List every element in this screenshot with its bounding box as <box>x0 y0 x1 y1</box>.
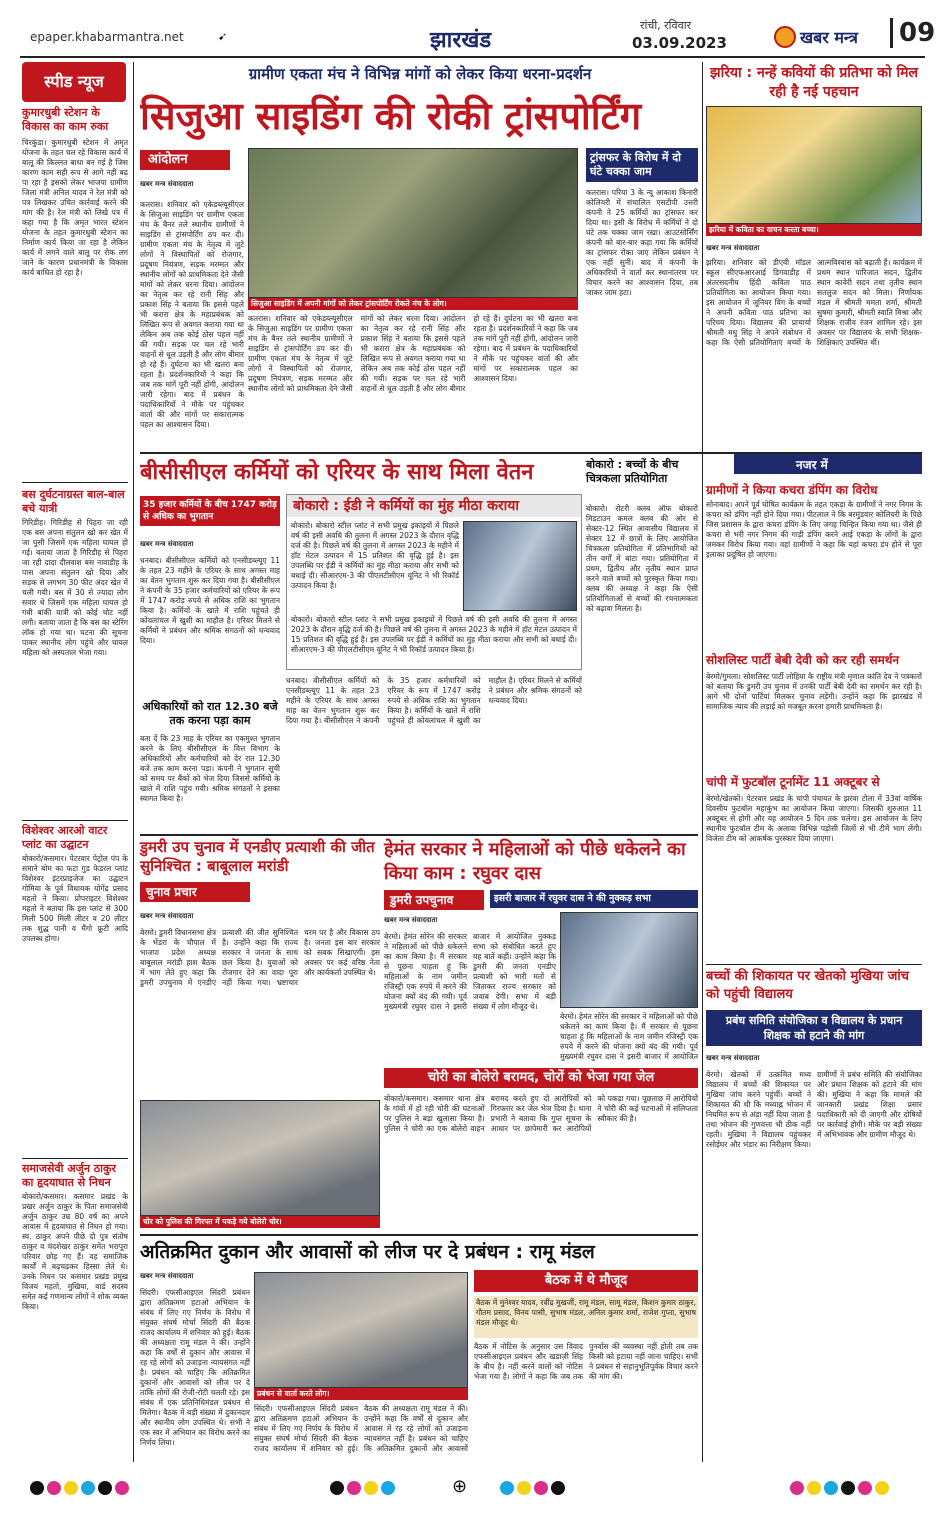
raghubar-tag: डुमरी उपचुनाव <box>384 890 484 910</box>
chor-photo <box>140 1100 380 1216</box>
bokaro-ed-photo <box>463 521 577 611</box>
column-divider <box>702 62 703 1462</box>
jharia-byline: खबर मन्त्र संवाददाता <box>706 244 760 252</box>
bokaro-ed-box <box>286 494 582 670</box>
brand-name: खबर मन्त्र <box>800 28 858 47</box>
vidyalaya-title: बच्चों की शिकायत पर खेतको मुखिया जांच को पहुंची विद्यालय <box>706 969 910 1002</box>
cursor-icon: ➹ <box>218 30 228 43</box>
nazar-label: नजर में <box>796 458 828 472</box>
nazar-body-3: बेरमो/खेतको। पेटरवार प्रखंड के चांपी पंचायत के झरवा टोला में 33वां वार्षिक दिवसीय फुटबॉल महाकुंभ का आयोजन किया जाएगा। जिसकी शुरुआत 11 अक्टूबर से होगी और यह आयोजन 5 दिन तक चलेगा। इस आयोजन के लिए स्थानीय फुटबॉल टीम के अलावा विभिन्न पड़ोसी जिलों से भी टीमें भाग लेंगी। विजेता टीम को आकर्षक पुरस्कार दिया जाएगा। <box>706 794 922 843</box>
bokaro-children <box>586 458 698 830</box>
bccl-headline: बीसीसीएल कर्मियों को एरियर के साथ मिला वेतन <box>140 460 534 485</box>
transfer-body: कतरास। परिया 3 के न्यू आकाश किनारी कोलियरी में संचालित एसटीपी उत्तरी कंपनी ने 25 कर्मियों का ट्रांसफर कर दिया था। इसी के विरोध में कर्मियों ने दो घंटे तक चक्का जाम रखा। आउटसोर्सिंग कंपनी को बार-बार कहा गया कि कर्मियों का ट्रांसफर रोका जाए लेकिन प्रबंधन ने एक नहीं सुनी। बाद में कंपनी के अधिकारियों ने वार्ता कर स्थानांतरण पर विचार करने का आश्वासन दिया, तब जाकर जाम हटा। <box>586 188 698 297</box>
bokaro-ed-body-cont: बोकारो। बोकारो स्टील प्लांट ने सभी प्रमुख इकाइयों में पिछले वर्ष की इसी अवधि की तुलना में अगस्त 2023 के दौरान वृद्धि दर्ज की है। पिछले वर्ष की तुलना में अगस्त 2023 के महीने में हॉट मेटल उत्पादन में 15 प्रतिशत की वृद्धि हुई है। इस उपलब्धि पर ईडी ने कर्मियों का मुंह मीठा कराया और सभी को बधाई दी। सीआरएम-3 की पीएलटीसीएम यूनिट ने भी रिकॉर्ड उत्पादन किया है। <box>291 615 577 654</box>
lead-body-cont: कतरास। शनिवार को एकेडब्ल्यूसीएल के सिजुआ साइडिंग पर ग्रामीण एकता मंच के बैनर तले स्थानीय ग्रामीणों ने साइडिंग से ट्रांसपोर्टिंग ठप कर दी। ग्रामीण एकता मंच के नेतृत्व में जुटे लोगों ने विस्थापितों को रोजगार, प्रदूषण नियंत्रण, सड़क मरम्मत और स्थानीय लोगों को प्राथमिकता देने जैसी मांगों को लेकर धरना दिया। आंदोलन का नेतृत्व कर रहे रानी सिंह और प्रकाश सिंह ने बताया कि इससे पहले भी करारा क्षेत्र के महाप्रबंधक को लिखित रूप से अवगत कराया गया था लेकिन अब तक कोई ठोस पहल नहीं की गयी। सड़क पर चल रहे भारी वाहनों से धूल उड़ती है और लोग बीमार हो रहे हैं। दुर्घटना का भी खतरा बना रहता है। प्रदर्शनकारियों ने कहा कि जब तक मांगें पूरी नहीं होंगी, आंदोलन जारी रहेगा। बाद में प्रबंधन के पदाधिकारियों ने मौके पर पहुंचकर वार्ता की और मांगों पर सकारात्मक पहल का आश्वासन दिया। <box>248 314 578 393</box>
bccl-subhead: अधिकारियों को रात 12.30 बजे तक करना पड़ा काम <box>142 700 278 727</box>
lead-headline: सिजुआ साइडिंग की रोकी ट्रांसपोर्टिंग <box>140 94 642 138</box>
section-title: झारखंड <box>430 28 492 53</box>
registration-marks-center <box>330 1480 398 1499</box>
story-body: बोकारो/कसमार। कसमार प्रखंड के प्रखर अर्जुन ठाकुर के पिता समाजसेवी अर्जुन ठाकुर उम्र 80 वर्ष का अपने आवास में हृदयाघात से निधन हो गया। स्व. ठाकुर अपने पीछे दो पुत्र संतोष ठाकुर व चंदशेखर ठाकुर समेत भरापूरा परिवार छोड़ गए हैं। वह समाजिक कार्यों में बढ़चढ़कर हिस्सा लेते थे। उनके निधन पर कसमार प्रखंड प्रमुख विजय महतो, मुखिया, वार्ड सदस्य समेत कई गणमान्य लोगों ने शोक व्यक्त किया। <box>22 1192 128 1311</box>
bokaro-ed-headline: बोकारो : ईडी ने कर्मियों का मुंह मीठा कराया <box>287 495 581 517</box>
ramu-headline: अतिक्रमित दुकान और आवासों को लीज पर दे प्रबंधन : रामू मंडल <box>140 1241 595 1263</box>
page-number: 09 <box>890 18 935 48</box>
transfer-box <box>586 148 698 448</box>
story-title: बस दुर्घटनाग्रस्त बाल-बाल बचे यात्री <box>22 488 125 515</box>
vidyalaya-byline: खबर मन्त्र संवाददाता <box>706 1054 760 1062</box>
city-day: रांची, रविवार <box>640 19 692 32</box>
story-body: गिरिडीह। गिरिडीह से पिहरा जा रही एक बस अपना संतुलन खो कर खेत में जा घुसी जिसमें एक महिला घायल हो गई। बताया जाता है गिरिडीह से पिहरा जा रही दादा दीलवाश बस नावाडीह के पास अपना संतुलन खो दिया और सड़क से लगभग 30 फीट अंदर खेत में चली गयी। बस में 30 से ज्यादा लोग सवार थे जिसमें एक महिला घायल हो गयी बाकी यात्री को कोई चोट नहीं लगी। बताया जाता है कि बस का स्टेरिंग लॉक हो गया था। घटना की सूचना पाकर स्थानीय लोग पहुंचे और घायल महिला को अस्पताल भेजा गया। <box>22 518 128 657</box>
divider <box>22 820 128 821</box>
chor-body: बोकारो/कसमार। कसमार थाना क्षेत्र के गांवों में हो रही चोरी की घटनाओं पर पुलिस ने बड़ा खुलासा किया है। पुलिस ने चोरी का एक बोलेरो वाहन बरामद करते हुए दो आरोपियों को गिरफ्तार कर जेल भेज दिया है। थाना प्रभारी ने बताया कि गुप्त सूचना के आधार पर छापेमारी कर आरोपियों को पकड़ा गया। पूछताछ में आरोपियों ने चोरी की कई घटनाओं में संलिप्तता स्वीकार की है। <box>384 1094 698 1133</box>
dumri-body: बेरमो। डुमरी विधानसभा क्षेत्र के भेंडरा के चौपाल में भाजपा प्रदेश अध्यक्ष बाबूलाल मरांडी हाश बैठक में भाग लेते हुए कहा कि डुमरी उपचुनाव में एनडीए प्रत्याशी की जीत सुनिश्चित है। उन्होंने कहा कि राज्य सरकार ने जनता के साथ छल किया है। युवाओं को रोजगार देने का वादा पूरा नहीं किया गया। भ्रष्टाचार चरम पर है और विकास ठप है। जनता इस बार सरकार को सबक सिखाएगी। इस अवसर पर कई वरिष्ठ नेता और कार्यकर्ता उपस्थित थे। <box>140 928 380 987</box>
date: 03.09.2023 <box>632 34 727 52</box>
header-rule <box>20 56 925 58</box>
registration-marks-right <box>500 1480 568 1499</box>
registration-marks-far-right <box>790 1480 892 1499</box>
chor-title: चोरी का बोलेरो बरामद, चोरों को भेजा गया जेल <box>384 1068 698 1088</box>
ramu-byline: खबर मन्त्र संवाददाता <box>140 1272 194 1280</box>
nazar-body-2: बेरमो/गुमला। सोशलिस्ट पार्टी लोहिया के राष्ट्रीय मंत्री मृणाल कांति देव ने पत्रकारों को बताया कि डुमरी उप चुनाव में उनकी पार्टी बेबी देवी का समर्थन कर रही है। आगे भी दोनों पार्टियां मिलकर चुनाव लड़ेंगी। उन्होंने कहा कि झारखंड में सामाजिक न्याय की लड़ाई को मजबूत करना हमारी प्राथमिकता है। <box>706 672 922 711</box>
crosshair-icon: ⊕ <box>452 1476 468 1497</box>
site-url[interactable]: epaper.khabarmantra.net <box>30 30 184 44</box>
nazar-banner <box>734 454 922 474</box>
nazar-title-2: सोशलिस्ट पार्टी बेबी देवी को कर रही समर्थन <box>706 653 900 667</box>
divider <box>22 1158 128 1159</box>
bccl-sub-body: बता दें कि 23 माह के एरियर का एकमुश्त भुगतान करने के लिए बीसीसीएल के वित्त विभाग के अधिकारियों और कर्मचारियों को देर रात 12.30 बजे तक काम करना पड़ा। कंपनी ने भुगतान सूची को समय पर बैंकों को भेज दिया जिससे कर्मियों के खाते में राशि पहुंच गयी। श्रमिक संगठनों ने इसका स्वागत किया है। <box>140 734 280 803</box>
bokaro-ed-body: बोकारो। बोकारो स्टील प्लांट ने सभी प्रमुख इकाइयों में पिछले वर्ष की इसी अवधि की तुलना में अगस्त 2023 के दौरान वृद्धि दर्ज की है। पिछले वर्ष की तुलना में अगस्त 2023 के महीने में हॉट मेटल उत्पादन में 15 प्रतिशत की वृद्धि हुई है। इस उपलब्धि पर ईडी ने कर्मियों का मुंह मीठा कराया और सभी को बधाई दी। सीआरएम-3 की पीएलटीसीएम यूनिट ने भी रिकॉर्ड उत्पादन किया है। <box>291 521 459 590</box>
divider <box>140 1234 698 1236</box>
left-column <box>22 62 130 1462</box>
bokaro-children-title: बोकारो : बच्चों के बीच चित्रकला प्रतियोगिता <box>586 458 679 485</box>
lead-tag: आंदोलन <box>140 150 230 170</box>
ramu-box-body: बैठक में मुनेश्वर यादव, रवींद्र मुखर्जी, रामू मंडल, सामू मंडल, किशन कुमार ठाकुर, गौतम प्रसाद, विनय पासी, सुभाष मंडल, अनिल कुमार शर्मा, राजेश गुप्ता, सुभाष मंडल मौजूद थे। <box>474 1296 698 1338</box>
lead-photo-caption: सिजुआ साइडिंग में अपनी मांगों को लेकर ट्रांसपोर्टिंग रोकते मंच के लोग। <box>248 298 578 310</box>
nazar-title-3: चांपी में फुटबॉल टूर्नामेंट 11 अक्टूबर से <box>706 775 880 789</box>
jharia-photo-caption: झरिया में कविता का वाचन करता बच्चा। <box>706 224 922 236</box>
story-title: विशेश्वर आरओ वाटर प्लांट का उद्घाटन <box>22 824 108 851</box>
jharia-body: झरिया। शनिवार को डीएवी मॉडल स्कूल सीएफआरआई डिगवाडीह में अंतरसदनीय हिंदी कविता पाठ प्रतियोगिता का आयोजन किया गया। इस आयोजन में जूनियर विंग के बच्चों ने अपनी कविता पाठ प्रतिभा का परिचय दिया। विद्यालय की प्राचार्या श्रीमती मधु सिंह ने अपने संबोधन में कहा कि ऐसी प्रतियोगिताएं बच्चों के आत्मविश्वास को बढ़ाती हैं। कार्यक्रम में प्रथम स्थान पारिजात सदन, द्वितीय स्थान कावेरी सदन तथा तृतीय स्थान सतलुज सदन को मिला। निर्णायक मंडल में श्रीमती ममता शर्मा, श्रीमती सुषमा कुमारी, श्रीमती स्वाति मिश्रा और शिक्षक राजीव रंजन शामिल रहे। इस अवसर पर विद्यालय के सभी शिक्षक-शिक्षिकाएं उपस्थित थीं। <box>706 258 922 347</box>
lead-kicker: ग्रामीण एकता मंच ने विभिन्न मांगों को लेकर किया धरना-प्रदर्शन <box>248 65 592 83</box>
bccl-byline: खबर मन्त्र संवाददाता <box>140 540 194 548</box>
nazar-body-1: सोनाबाद। अपने पूर्व घोषित कार्यक्रम के तहत एकड़ा के ग्रामीणों ने नगर निगम के कचरा को डंपिंग नहीं होने दिया गया। पीटलाल ने कि बरमुंडवार कोलियरी के पिछे जिस प्रशासन के द्वारा कचरा डंपिंग के लिए जगह चिन्हित किया गया था। जैसे ही कचरा से भरी नगर निगम की गाड़ी डंपिंग करने आई एकड़ा के लोगों के द्वारा जमकर विरोध किया गया। वहां ग्रामीणों ने कहा कि यहां कचरा डंप होने से पूरा इलाका प्रदूषित हो जाएगा। <box>706 500 922 559</box>
lead-photo <box>248 148 578 298</box>
chor-photo-caption: चोर को पुलिस की गिरफ्त में पकड़े गये बोलेरो चोर। <box>140 1216 380 1228</box>
story-body: चिरकुंडा। कुमारधुबी स्टेशन में अमृत योजना के तहत चल रहे विकास कार्य में बालू की किल्लत बाधा बन गई है जिस कारण काम सही रूप से आगे नहीं बढ़ पा रहा है इसको लेकर भाजपा ग्रामीण जिला मंत्री अनिल यादव ने रेल मंत्री को पत्र लिखकर उचित कार्रवाई करने की मांग की है। रेल मंत्री को लिखे पत्र में कहा गया है कि अमृत भारत स्टेशन योजना के तहत कुमारधुबी स्टेशन का निर्माण कार्य किया जा रहा है लेकिन कार्य में लगने वाले बालू पर रोक लग जाने के कारण प्रधानमंत्री के विकास कार्य बाधित हो रहा है। <box>22 138 128 277</box>
ramu-body: सिंदरी। एफसीआइएल सिंदरी प्रबंधन द्वारा अतिक्रमण हटाओ अभियान के संबंध में लिए गए निर्णय के विरोध में संयुक्त संघर्ष मोर्चा सिंदरी की बैठक राजद कार्यालय में शनिवार को हुई। बैठक की अध्यक्षता रामू मंडल ने की। उन्होंने कहा कि वर्षों से दुकान और आवास में रह रहे लोगों को उजाड़ना न्यायसंगत नहीं है। प्रबंधन को चाहिए कि अतिक्रमित दुकानों और आवासों को लीज पर दे ताकि लोगों की रोजी-रोटी चलती रहे। इस संबंध में एक प्रतिनिधिमंडल प्रबंधन से मिलेगा। बैठक में बड़ी संख्या में दुकानदार और स्थानीय लोग उपस्थित थे। सभी ने एक स्वर में अभियान का विरोध करने का निर्णय लिया। <box>140 1288 250 1447</box>
ramu-box-body2: बैठक में नोटिस के अनुसार उस विवाद एफसीआइएल प्रबंधन और खडाज़ी सिंह के बीच है। नहीं करने वालों को नोटिस भेजा गया है। लोगों ने कहा कि जब तक पुनर्वास की व्यवस्था नहीं होती तब तक किसी को हटाया नहीं जाना चाहिए। सभी ने प्रबंधन से सहानुभूतिपूर्वक विचार करने की मांग की। <box>474 1342 698 1381</box>
jharia-title: झरिया : नन्हें कवियों की प्रतिभा को मिल रही है नई पहचान <box>710 65 918 100</box>
ramu-box-title: बैठक में थे मौजूद <box>474 1270 698 1292</box>
vidyalaya-banner: प्रबंध समिति संयोजिका व विद्यालय के प्रधान शिक्षक को हटाने की मांग <box>706 1010 922 1046</box>
dumri-tag: चुनाव प्रचार <box>140 882 250 902</box>
story-title: कुमारधुबी स्टेशन के विकास का काम रुका <box>22 106 109 133</box>
ramu-photo-caption: प्रबंधन से वार्ता करते लोग। <box>254 1388 468 1400</box>
lead-body: कतरास। शनिवार को एकेडब्ल्यूसीएल के सिजुआ साइडिंग पर ग्रामीण एकता मंच के बैनर तले स्थानीय ग्रामीणों ने साइडिंग से ट्रांसपोर्टिंग ठप कर दी। ग्रामीण एकता मंच के नेतृत्व में जुटे लोगों ने विस्थापितों को रोजगार, प्रदूषण नियंत्रण, सड़क मरम्मत और स्थानीय लोगों को प्राथमिकता देने जैसी मांगों को लेकर धरना दिया। आंदोलन का नेतृत्व कर रहे रानी सिंह और प्रकाश सिंह ने बताया कि इससे पहले भी करारा क्षेत्र के महाप्रबंधक को लिखित रूप से अवगत कराया गया था लेकिन अब तक कोई ठोस पहल नहीं की गयी। सड़क पर चल रहे भारी वाहनों से धूल उड़ती है और लोग बीमार हो रहे हैं। दुर्घटना का भी खतरा बना रहता है। प्रदर्शनकारियों ने कहा कि जब तक मांगें पूरी नहीं होंगी, आंदोलन जारी रहेगा। बाद में प्रबंधन के पदाधिकारियों ने मौके पर पहुंचकर वार्ता की और मांगों पर सकारात्मक पहल का आश्वासन दिया। <box>140 200 244 429</box>
raghubar-banner: इसरी बाजार में रघुवर दास ने की नुक्कड़ सभा <box>490 890 698 908</box>
ramu-photo <box>254 1272 468 1388</box>
masthead <box>0 0 945 58</box>
dumri-byline: खबर मन्त्र संवाददाता <box>140 912 194 920</box>
raghubar-body: बेरमो। हेमंत सोरेन की सरकार ने महिलाओं को पीछे धकेलने का काम किया है। मैं सरकार से पूछना चाहता हूं कि महिलाओं के नाम जमीन रजिस्ट्री एक रुपये में करने की योजना क्यों बंद की गयी। पूर्व मुख्यमंत्री रघुवर दास ने इसरी बाजार में आयोजित नुक्कड़ सभा को संबोधित करते हुए यह बातें कहीं। उन्होंने कहा कि डुमरी की जनता एनडीए प्रत्याशी को भारी मतों से जिताकर राज्य सरकार को जवाब देगी। सभा में बड़ी संख्या में लोग मौजूद थे। <box>384 932 556 1011</box>
transfer-title: ट्रांसफर के विरोध में दो घंटे चक्का जाम <box>586 148 698 182</box>
divider <box>706 964 922 965</box>
bokaro-children-body: बोकारो। रोटरी क्लब ऑफ बोकारो मिडटाउन कमल क्लब की ओर से सेक्टर-12 स्थित आवासीय विद्यालय में सेक्टर 12 में छात्रों के लिए आयोजित चित्रकला प्रतियोगिता में प्रतिभागियों को तीन वर्गों में बांटा गया। प्रतियोगिता में प्रथम, द्वितीय और तृतीय स्थान प्राप्त करने वाले बच्चों को पुरस्कृत किया गया। क्लब की अध्यक्ष ने कहा कि ऐसी प्रतियोगिताओं से बच्चों की रचनात्मकता को बढ़ावा मिलता है। <box>586 504 698 613</box>
vidyalaya-body: बेरमो। खेतको में उत्क्रमित मध्य विद्यालय में बच्चों की शिकायत पर मुखिया जांच करने पहुंचीं। बच्चों ने शिकायत की थी कि मध्याह्न भोजन में नियमित रूप से अंडा नहीं दिया जाता है तथा भोजन की गुणवत्ता भी ठीक नहीं रहती। मुखिया ने विद्यालय पहुंचकर रसोईघर और भंडार का निरीक्षण किया। ग्रामीणों ने प्रबंध समिति की संयोजिका और प्रधान शिक्षक को हटाने की मांग की। मुखिया ने कहा कि मामले की जानकारी प्रखंड शिक्षा प्रसार पदाधिकारी को दी जाएगी और दोषियों पर कार्रवाई होगी। मौके पर बड़ी संख्या में अभिभावक और ग्रामीण मौजूद थे। <box>706 1070 922 1149</box>
speed-news-logo: स्पीड न्यूज <box>22 62 126 102</box>
raghubar-headline: हेमंत सरकार ने महिलाओं को पीछे धकेलने का किया काम : रघुवर दास <box>384 839 686 884</box>
raghubar-photo <box>560 912 698 1008</box>
brand-logo-icon <box>774 26 796 48</box>
bccl-body-cont: धनबाद। बीसीसीएल कर्मियों को एनसीडब्ल्यूए 11 के तहत 23 महीने के एरियर के साथ अगस्त माह का वेतन भुगतान शुरू कर दिया गया है। बीसीसीएल ने कंपनी के 35 हजार कर्मचारियों को एरियर के रूप में 1747 करोड़ रुपये से अधिक राशि का भुगतान किया है। कर्मियों के खाते में राशि पहुंचते ही कोयलांचल में खुशी का माहौल है। एरियर मिलने से कर्मियों ने प्रबंधन और श्रमिक संगठनों को धन्यवाद दिया। <box>286 676 582 725</box>
story-body: बोकारो/कसमार। पेटरवार पेट्रोल पंप के समाने बोम का फटा गुड फेडरल प्लांट विशेश्वर इंटरप्राइजेज का उद्घाटन गोमिया के पूर्व विधायक योगेंद्र प्रसाद महतो ने किया। प्रोपराइटर विशेश्वर महतो ने बताया कि इस प्लांट से 300 मिली 500 मिली लीटर व 20 लीटर तक शुद्ध पानी व मैंगो फ्रूटी आदि उपलब्ध होगा। <box>22 854 128 943</box>
nazar-title-1: ग्रामीणों ने किया कचरा डंपिंग का विरोध <box>706 483 878 497</box>
jharia-photo <box>706 106 922 224</box>
dumri-headline: डुमरी उप चुनाव में एनडीए प्रत्याशी की जीत सुनिश्चित : बाबूलाल मरांडी <box>140 838 375 875</box>
bccl-highlight: 35 हजार कर्मियों के बीच 1747 करोड़ से अधिक का भुगतान <box>140 496 280 526</box>
divider <box>22 482 128 483</box>
ramu-body-cont: सिंदरी। एफसीआइएल सिंदरी प्रबंधन द्वारा अतिक्रमण हटाओ अभियान के संबंध में लिए गए निर्णय के विरोध में संयुक्त संघर्ष मोर्चा सिंदरी की बैठक राजद कार्यालय में शनिवार को हुई। बैठक की अध्यक्षता रामू मंडल ने की। उन्होंने कहा कि वर्षों से दुकान और आवास में रह रहे लोगों को उजाड़ना न्यायसंगत नहीं है। प्रबंधन को चाहिए कि अतिक्रमित दुकानों और आवासों <box>254 1404 468 1453</box>
story-title: समाजसेवी अर्जुन ठाकुर का हृदयाघात से निधन <box>22 1162 116 1189</box>
bccl-body: धनबाद। बीसीसीएल कर्मियों को एनसीडब्ल्यूए 11 के तहत 23 महीने के एरियर के साथ अगस्त माह का वेतन भुगतान शुरू कर दिया गया है। बीसीसीएल ने कंपनी के 35 हजार कर्मचारियों को एरियर के रूप में 1747 करोड़ रुपये से अधिक राशि का भुगतान किया है। कर्मियों के खाते में राशि पहुंचते ही कोयलांचल में खुशी का माहौल है। एरियर मिलने से कर्मियों ने प्रबंधन और श्रमिक संगठनों को धन्यवाद दिया। <box>140 556 280 645</box>
divider <box>140 834 698 836</box>
raghubar-body-cont: बेरमो। हेमंत सोरेन की सरकार ने महिलाओं को पीछे धकेलने का काम किया है। मैं सरकार से पूछना चाहता हूं कि महिलाओं के नाम जमीन रजिस्ट्री एक रुपये में करने की योजना क्यों बंद की गयी। पूर्व मुख्यमंत्री रघुवर दास ने इसरी बाजार में आयोजित <box>560 1012 698 1061</box>
raghubar-byline: खबर मन्त्र संवाददाता <box>384 916 438 924</box>
column-divider <box>133 62 134 1462</box>
registration-marks-left <box>30 1480 132 1499</box>
lead-byline: खबर मन्त्र संवाददाता <box>140 180 194 188</box>
ramu-box <box>474 1270 698 1460</box>
